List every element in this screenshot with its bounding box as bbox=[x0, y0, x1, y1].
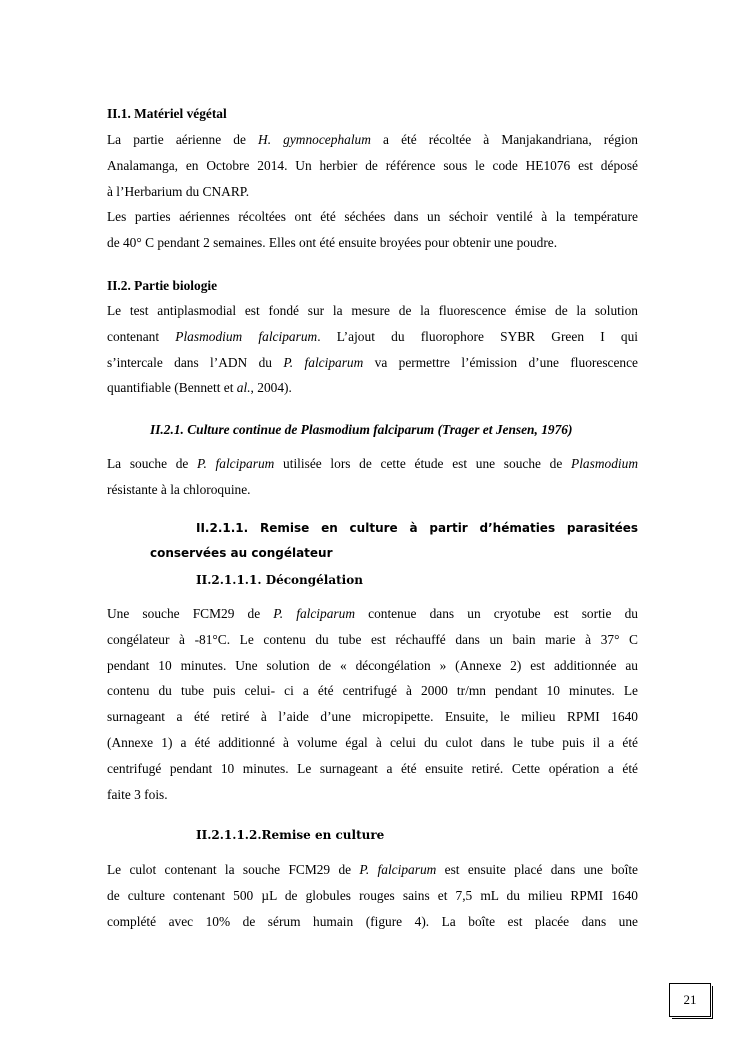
text-line: congélateur à -81°C. Le contenu du tube est réchauffé dans un bain marie à 37° C bbox=[107, 631, 638, 647]
section-heading-materiel-vegetal: II.1. Matériel végétal bbox=[107, 106, 227, 121]
subsection-heading-culture-continue: II.2.1. Culture continue de Plasmodium falciparum (Trager et Jensen, 1976) bbox=[150, 422, 573, 437]
text-line: contenant Plasmodium falciparum. L’ajout du fluorophore SYBR Green I qui bbox=[107, 328, 638, 344]
heading-remise-en-culture: II.2.1.1.2.Remise en culture bbox=[196, 828, 385, 842]
paragraph-decongelation bbox=[107, 601, 638, 807]
text-line: Les parties aériennes récoltées ont été séchées dans un séchoir ventilé à la température bbox=[107, 209, 638, 225]
text-line: pendant 10 minutes. Une solution de « décongélation » (Annexe 2) est additionnée au bbox=[107, 657, 638, 673]
text-line: surnageant a été retiré à l’aide d’une micropipette. Ensuite, le milieu RPMI 1640 bbox=[107, 709, 638, 725]
paragraph-materiel-vegetal bbox=[107, 127, 638, 256]
section-heading-partie-biologie: II.2. Partie biologie bbox=[107, 278, 218, 293]
subsubsection-heading-remise-line2: conservées au congélateur bbox=[150, 546, 333, 560]
text-line: faite 3 fois. bbox=[107, 786, 168, 802]
text-line: (Annexe 1) a été additionné à volume égal à celui du culot dans le tube puis il a été bbox=[107, 734, 638, 750]
subsubsection-heading-remise-line1: II.2.1.1. Remise en culture à partir d’hématies parasitées bbox=[196, 521, 638, 535]
text-line: résistante à la chloroquine. bbox=[107, 481, 251, 497]
text-line: Une souche FCM29 de P. falciparum contenue dans un cryotube est sortie du bbox=[107, 606, 638, 621]
text-line: Analamanga, en Octobre 2014. Un herbier de référence sous le code HE1076 est déposé bbox=[107, 157, 638, 173]
text-line: s’intercale dans l’ADN du P. falciparum va permettre l’émission d’une fluorescence bbox=[107, 354, 638, 370]
heading-decongelation: II.2.1.1.1. Décongélation bbox=[196, 573, 363, 587]
text-line: de culture contenant 500 µL de globules rouges sains et 7,5 mL du milieu RPMI 1640 bbox=[107, 887, 638, 903]
text-line: La souche de P. falciparum utilisée lors de cette étude est une souche de Plasmodium bbox=[107, 456, 638, 471]
paragraph-partie-biologie bbox=[107, 298, 638, 401]
text-line: complété avec 10% de sérum humain (figure 4). La boîte est placée dans une bbox=[107, 913, 638, 929]
text-line: La partie aérienne de H. gymnocephalum a été récoltée à Manjakandriana, région bbox=[107, 132, 638, 147]
text-line: centrifugé pendant 10 minutes. Le surnageant a été ensuite retiré. Cette opération a été bbox=[107, 760, 638, 776]
text-line: Le culot contenant la souche FCM29 de P. falciparum est ensuite placé dans une boîte bbox=[107, 862, 639, 877]
text-line: quantifiable (Bennett et al., 2004). bbox=[107, 380, 292, 396]
text-line: à l’Herbarium du CNARP. bbox=[107, 183, 250, 199]
text-line: de 40° C pendant 2 semaines. Elles ont été ensuite broyées pour obtenir une poudre. bbox=[107, 235, 558, 251]
text-line: Le test antiplasmodial est fondé sur la mesure de la fluorescence émise de la solution bbox=[107, 303, 638, 318]
paragraph-souche bbox=[107, 451, 638, 503]
page-number: 21 bbox=[683, 992, 697, 1007]
paragraph-remise-en-culture bbox=[107, 857, 638, 934]
text-line: contenu du tube puis celui- ci a été centrifugé à 2000 tr/mn pendant 10 minutes. Le bbox=[107, 683, 638, 699]
page-number-box bbox=[669, 983, 711, 1017]
